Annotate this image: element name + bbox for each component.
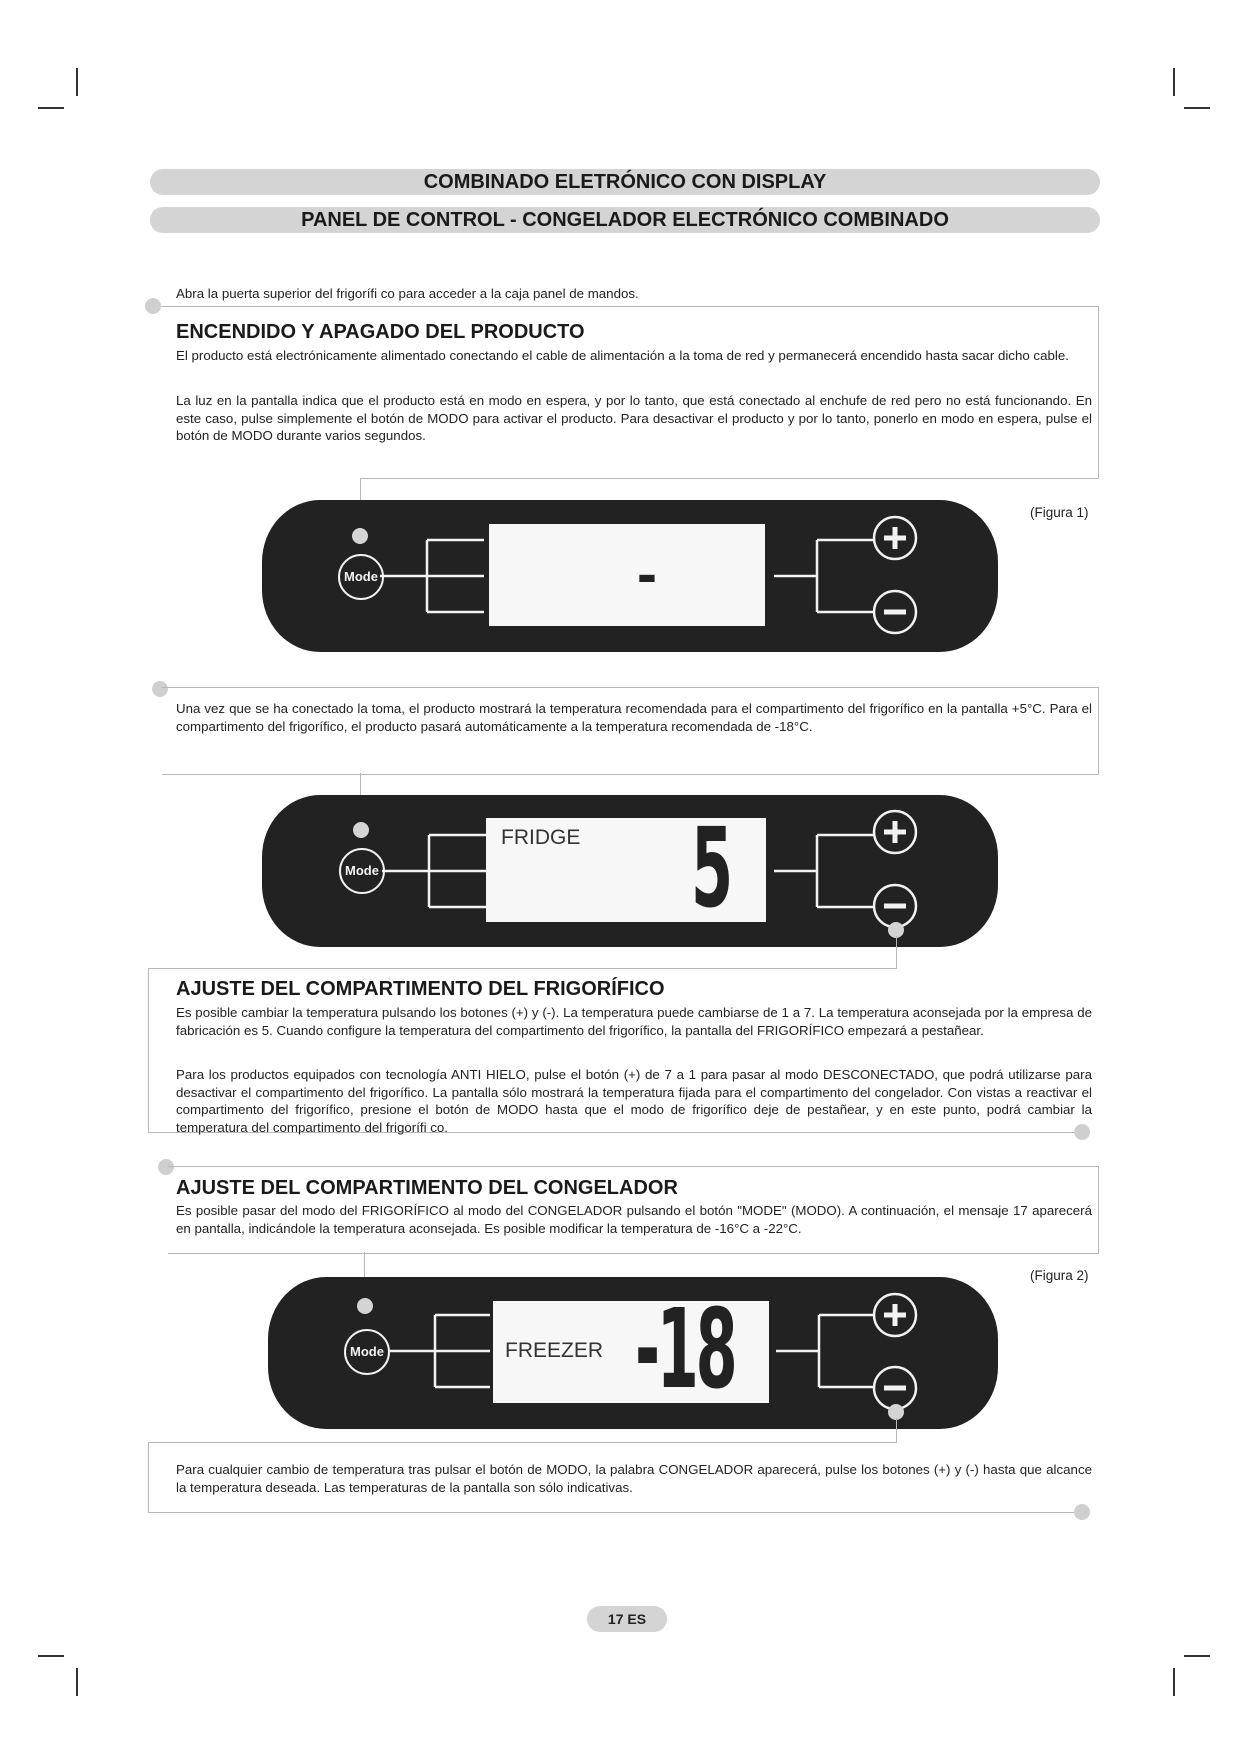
- section-text: Para cualquier cambio de temperatura tras pulsar el botón de MODO, la palabra CONGELADOR aparecerá, pulse los botones (+) y (-) hasta que alcance la temperatura deseada. Las temperaturas de la pantalla son sólo indicativas.: [176, 1462, 1092, 1495]
- plus-button[interactable]: [872, 515, 918, 561]
- screen-label: FREEZER: [505, 1339, 604, 1362]
- display-screen: [493, 1285, 769, 1413]
- intro-text: Abra la puerta superior del frigorífi co para acceder a la caja panel de mandos.: [176, 286, 639, 301]
- crop-mark: [1173, 68, 1175, 96]
- display-value: 5: [691, 804, 730, 932]
- mode-button[interactable]: Mode: [339, 848, 385, 894]
- connector-line: [896, 1418, 897, 1442]
- display-value: -18: [635, 1285, 735, 1413]
- section-frame: [148, 968, 149, 1132]
- section-frame: [148, 1512, 1082, 1513]
- crop-mark: [1184, 107, 1210, 109]
- connector-line: [896, 936, 897, 968]
- connector-dot: [145, 298, 161, 314]
- crop-mark: [76, 68, 78, 96]
- section-frame: [148, 1442, 149, 1512]
- mode-button[interactable]: Mode: [338, 554, 384, 600]
- figure-caption: (Figura 1): [1030, 505, 1089, 520]
- figure-caption: (Figura 2): [1030, 1268, 1089, 1283]
- section-text: El producto está electrónicamente alimentado conectando el cable de alimentación a la toma de red y permanecerá encendido hasta sacar dicho cable.: [176, 348, 1069, 363]
- section-text: Para los productos equipados con tecnología ANTI HIELO, pulse el botón (+) de 7 a 1 para pasar al modo DESCONECTADO, que podrá utilizarse para desactivar el compartimento del frigorífico. La pantalla sólo mostrará la temperatura fijada para el compartimento del congelador. Con vistas a reactivar el compartimento del frigorífico, presione el botón de MODO hasta que el modo de frigorífico deje de pestañear, y en este punto, podrá cambiar la temperatura del compartimento del frigorífi co.: [176, 1067, 1092, 1135]
- section-text: La luz en la pantalla indica que el producto está en modo en espera, y por lo tanto, que está conectado al enchufe de red pero no está funcionando. En este caso, pulse simplemente el botón de MODO para activar el producto. Para desactivar el producto y por lo tanto, ponerlo en modo en espera, pulse el botón de MODO durante varios segundos.: [176, 393, 1092, 443]
- display-value: -: [637, 540, 657, 607]
- connector-line: [360, 478, 1098, 479]
- page-subtitle: PANEL DE CONTROL - CONGELADOR ELECTRÓNICO COMBINADO: [150, 207, 1100, 233]
- plus-button[interactable]: [872, 1292, 918, 1338]
- display-screen: [489, 524, 765, 626]
- minus-button[interactable]: [872, 589, 918, 635]
- section-text: Una vez que se ha conectado la toma, el producto mostrará la temperatura recomendada para el compartimento del frigorífico en la pantalla +5°C. Para el compartimento del frigorífico, el producto pasará automáticamente a la temperatura recomendada de -18°C.: [176, 701, 1092, 734]
- section-frame: [1098, 306, 1099, 478]
- section-text: Es posible cambiar la temperatura pulsando los botones (+) y (-). La temperatura puede cambiarse de 1 a 7. La temperatura aconsejada por la empresa de fabricación es 5. Cuando configure la temperatura del compartimento del frigorífico, la pantalla del FRIGORÍFICO empezará a pestañear.: [176, 1005, 1092, 1038]
- section-heading: AJUSTE DEL COMPARTIMENTO DEL CONGELADOR: [176, 1177, 678, 1199]
- mode-button[interactable]: Mode: [344, 1329, 390, 1375]
- crop-mark: [1173, 1668, 1175, 1696]
- connector-dot: [1074, 1504, 1090, 1520]
- display-screen: [486, 804, 766, 932]
- screen-label: FRIDGE: [501, 826, 581, 849]
- crop-mark: [38, 1655, 64, 1657]
- section-text: Es posible pasar del modo del FRIGORÍFICO al modo del CONGELADOR pulsando el botón "MODE" (MODO). A continuación, el mensaje 17 aparecerá en pantalla, indicándole la temperatura aconsejada. Es posible modificar la temperatura de -16°C a -22°C.: [176, 1203, 1092, 1236]
- plus-button[interactable]: [872, 809, 918, 855]
- page-title: COMBINADO ELETRÓNICO CON DISPLAY: [150, 169, 1100, 195]
- section-heading: ENCENDIDO Y APAGADO DEL PRODUCTO: [176, 321, 585, 343]
- crop-mark: [38, 107, 64, 109]
- page-number: 17 ES: [587, 1606, 667, 1632]
- section-heading: AJUSTE DEL COMPARTIMENTO DEL FRIGORÍFICO: [176, 978, 665, 1000]
- section-frame: [148, 1442, 897, 1443]
- crop-mark: [76, 1668, 78, 1696]
- crop-mark: [1184, 1655, 1210, 1657]
- section-frame: [148, 968, 897, 969]
